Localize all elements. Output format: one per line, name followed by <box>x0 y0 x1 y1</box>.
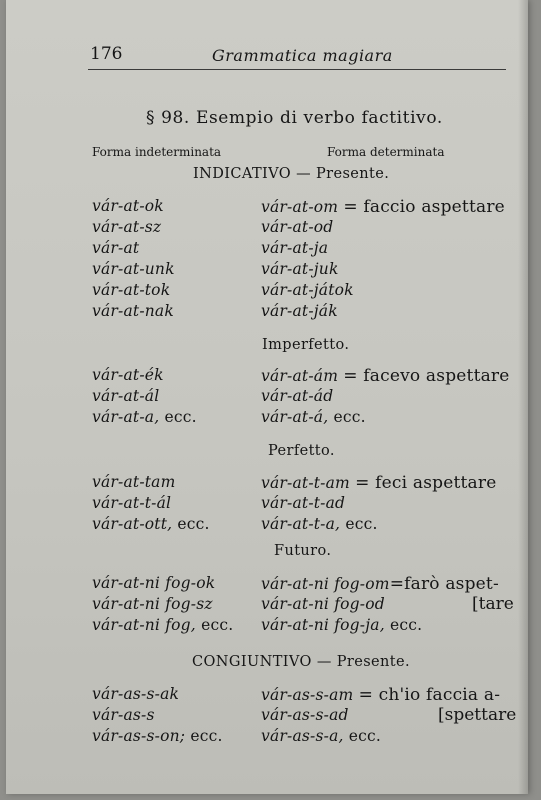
form-right: vár-at-t-ad <box>261 494 346 512</box>
running-title: Grammatica magiara <box>212 46 393 65</box>
verb-form: vár-at-ám <box>261 367 339 385</box>
form-left: vár-at-ál <box>92 387 160 405</box>
gloss: = facevo aspettare <box>343 366 510 386</box>
mood-label: INDICATIVO <box>193 166 292 182</box>
form-right: vár-at-ád <box>261 387 334 405</box>
form-left: vár-at-sz <box>92 218 162 236</box>
gloss: = faccio aspettare <box>343 197 505 217</box>
heading-dash: — <box>296 166 311 182</box>
etc-label: ecc. <box>348 727 382 745</box>
form-right <box>261 685 500 705</box>
verb-form: vár-at-ni fog, <box>92 616 196 634</box>
form-right: vár-as-s-ad <box>261 706 349 724</box>
form-right: vár-at-juk <box>261 260 339 278</box>
form-left: vár-at-ok <box>92 197 164 215</box>
form-left: vár-at <box>92 239 140 257</box>
column-heading-determinate: Forma determinata <box>327 145 445 159</box>
gloss: = ch'io faccia a- <box>358 685 501 705</box>
form-right: vár-at-ják <box>261 302 338 320</box>
verb-form: vár-at-ni fog-om <box>261 575 390 593</box>
form-right: vár-at-od <box>261 218 334 236</box>
verb-form: vár-at-t-a, <box>261 515 341 533</box>
imperfetto-heading: Imperfetto. <box>262 337 350 353</box>
verb-form: vár-at-t-am <box>261 474 350 492</box>
heading-dash: — <box>316 654 332 670</box>
etc-label: ecc. <box>389 616 423 634</box>
form-right: vár-at-játok <box>261 281 354 299</box>
gloss-continuation: [spettare <box>438 705 517 725</box>
page-number: 176 <box>90 44 123 64</box>
form-right <box>261 727 381 745</box>
etc-label: ecc. <box>333 408 366 426</box>
verb-form: vár-at-ni fog-ja, <box>261 616 385 634</box>
futuro-heading: Futuro. <box>274 543 332 559</box>
form-right <box>261 515 378 533</box>
form-right: vár-at-ja <box>261 239 329 257</box>
book-page <box>6 0 528 794</box>
header-rule <box>88 69 506 70</box>
gloss: = feci aspettare <box>355 473 497 493</box>
form-left: vár-at-nak <box>92 302 174 320</box>
tense-label: Presente. <box>336 654 410 670</box>
form-right <box>261 197 505 217</box>
form-right <box>261 473 496 493</box>
form-right <box>261 408 366 426</box>
page-edge-shadow <box>518 0 528 794</box>
verb-form: vár-at-ott, <box>92 515 173 533</box>
gloss: =farò aspet- <box>389 574 499 594</box>
column-heading-indeterminate: Forma indeterminata <box>92 145 222 159</box>
gloss-continuation: [tare <box>472 594 514 614</box>
form-left <box>92 515 210 533</box>
indicativo-heading <box>193 166 389 182</box>
etc-label: ecc. <box>164 408 197 426</box>
form-right <box>261 616 422 634</box>
form-left: vár-at-tok <box>92 281 171 299</box>
congiuntivo-heading <box>192 654 410 670</box>
form-left <box>92 408 197 426</box>
form-right <box>261 574 499 594</box>
form-left: vár-at-t-ál <box>92 494 172 512</box>
form-left: vár-as-s-ak <box>92 685 180 703</box>
verb-form: vár-as-s-am <box>261 686 354 704</box>
form-left: vár-at-ni fog-ok <box>92 574 216 592</box>
form-left: vár-at-tam <box>92 473 176 491</box>
form-right <box>261 366 510 386</box>
etc-label: ecc. <box>190 727 223 745</box>
tense-label: Presente. <box>315 166 390 182</box>
form-left <box>92 727 223 745</box>
etc-label: ecc. <box>201 616 234 634</box>
verb-form: vár-at-á, <box>261 408 329 426</box>
verb-form: vár-at-om <box>261 198 339 216</box>
section-title: § 98. Esempio di verbo factitivo. <box>146 108 443 128</box>
form-right: vár-at-ni fog-od <box>261 595 385 613</box>
verb-form: vár-at-a, <box>92 408 160 426</box>
etc-label: ecc. <box>345 515 378 533</box>
perfetto-heading: Perfetto. <box>268 443 335 459</box>
form-left: vár-at-unk <box>92 260 175 278</box>
mood-label: CONGIUNTIVO <box>192 654 312 670</box>
form-left: vár-as-s <box>92 706 155 724</box>
etc-label: ecc. <box>177 515 210 533</box>
verb-form: vár-as-s-on; <box>92 727 186 745</box>
form-left: vár-at-ni fog-sz <box>92 595 213 613</box>
form-left: vár-at-ék <box>92 366 164 384</box>
form-left <box>92 616 233 634</box>
verb-form: vár-as-s-a, <box>261 727 344 745</box>
